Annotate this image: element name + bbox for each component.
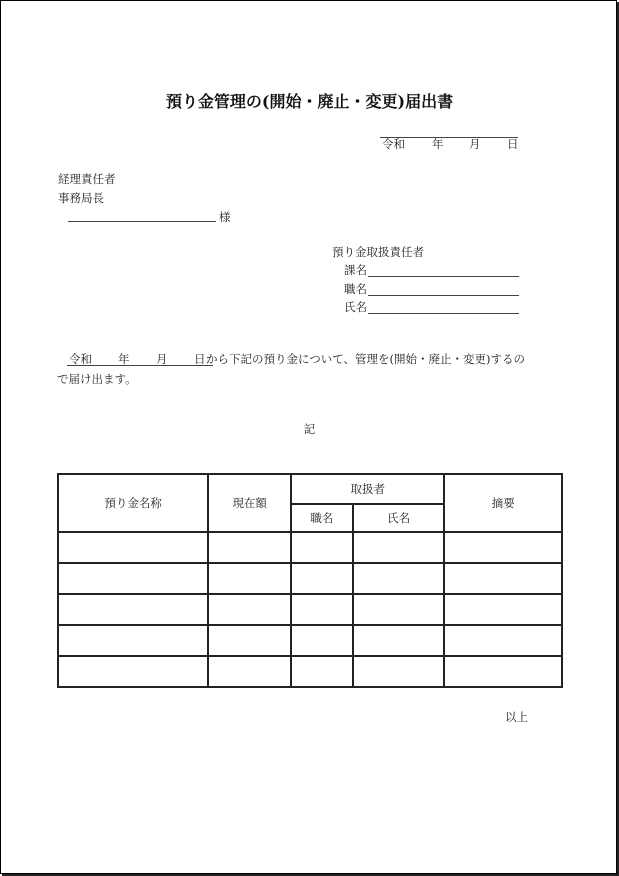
cell-post[interactable]: [291, 656, 353, 687]
handler-field-line: [368, 276, 519, 277]
cell-name[interactable]: [58, 594, 208, 625]
cell-amount[interactable]: [208, 532, 291, 563]
handler-field-section: [344, 262, 519, 278]
table-row: [58, 594, 562, 625]
cell-post[interactable]: [291, 594, 353, 625]
cell-summary[interactable]: [444, 625, 562, 656]
cell-name[interactable]: [58, 656, 208, 687]
handler-field-post: [344, 281, 519, 297]
date-era: 令和: [382, 137, 405, 151]
handler-field-line: [368, 295, 519, 296]
deposit-table: [57, 473, 563, 688]
date-day: 日: [507, 137, 519, 151]
date-year: 年: [432, 137, 444, 151]
header-name: 預り金名称: [58, 474, 208, 532]
cell-person[interactable]: [353, 594, 445, 625]
cell-amount[interactable]: [208, 594, 291, 625]
cell-person[interactable]: [353, 656, 445, 687]
table-row: [58, 563, 562, 594]
cell-person[interactable]: [353, 532, 445, 563]
handler-field-label: 課名: [344, 263, 367, 277]
date-header: [380, 136, 519, 151]
header-summary: 摘要: [444, 474, 562, 532]
addressee-honorific: 様: [219, 210, 231, 224]
table-row: [58, 532, 562, 563]
body-date-era: 令和: [69, 352, 92, 366]
body-date-day: 日: [194, 352, 206, 366]
header-amount: 現在額: [208, 474, 291, 532]
body-text1: から下記の預り金について、管理を(開始・廃止・変更)するの: [206, 352, 526, 366]
body-line2: で届け出ます。: [57, 372, 137, 386]
cell-amount[interactable]: [208, 563, 291, 594]
handler-field-label: 職名: [344, 282, 367, 296]
cell-person[interactable]: [353, 563, 445, 594]
cell-summary[interactable]: [444, 532, 562, 563]
cell-post[interactable]: [291, 625, 353, 656]
header-handler: 取扱者: [291, 474, 444, 504]
handler-title: 預り金取扱責任者: [332, 245, 424, 259]
table-row: [58, 625, 562, 656]
cell-name[interactable]: [58, 625, 208, 656]
document-title: 預り金管理の(開始・廃止・変更)届出書: [165, 92, 454, 111]
cell-name[interactable]: [58, 532, 208, 563]
handler-field-label: 氏名: [344, 300, 367, 314]
cell-name[interactable]: [58, 563, 208, 594]
body-line1: [57, 351, 557, 367]
handler-field-name: [344, 299, 519, 315]
cell-post[interactable]: [291, 532, 353, 563]
body-date-year: 年: [118, 352, 130, 366]
cell-amount[interactable]: [208, 625, 291, 656]
cell-person[interactable]: [353, 625, 445, 656]
closing-mark: 以上: [505, 710, 528, 724]
cell-amount[interactable]: [208, 656, 291, 687]
addressee-line2: 事務局長: [58, 191, 104, 205]
cell-summary[interactable]: [444, 563, 562, 594]
cell-post[interactable]: [291, 563, 353, 594]
addressee-line1: 経理責任者: [58, 172, 116, 186]
header-post: 職名: [291, 504, 353, 532]
table-row: [58, 656, 562, 687]
addressee-name-line: [68, 221, 216, 222]
cell-summary[interactable]: [444, 656, 562, 687]
header-person: 氏名: [353, 504, 445, 532]
ki-heading: 記: [303, 422, 316, 436]
body-date-month: 月: [156, 352, 168, 366]
handler-field-line: [368, 313, 519, 314]
cell-summary[interactable]: [444, 594, 562, 625]
date-month: 月: [469, 137, 481, 151]
